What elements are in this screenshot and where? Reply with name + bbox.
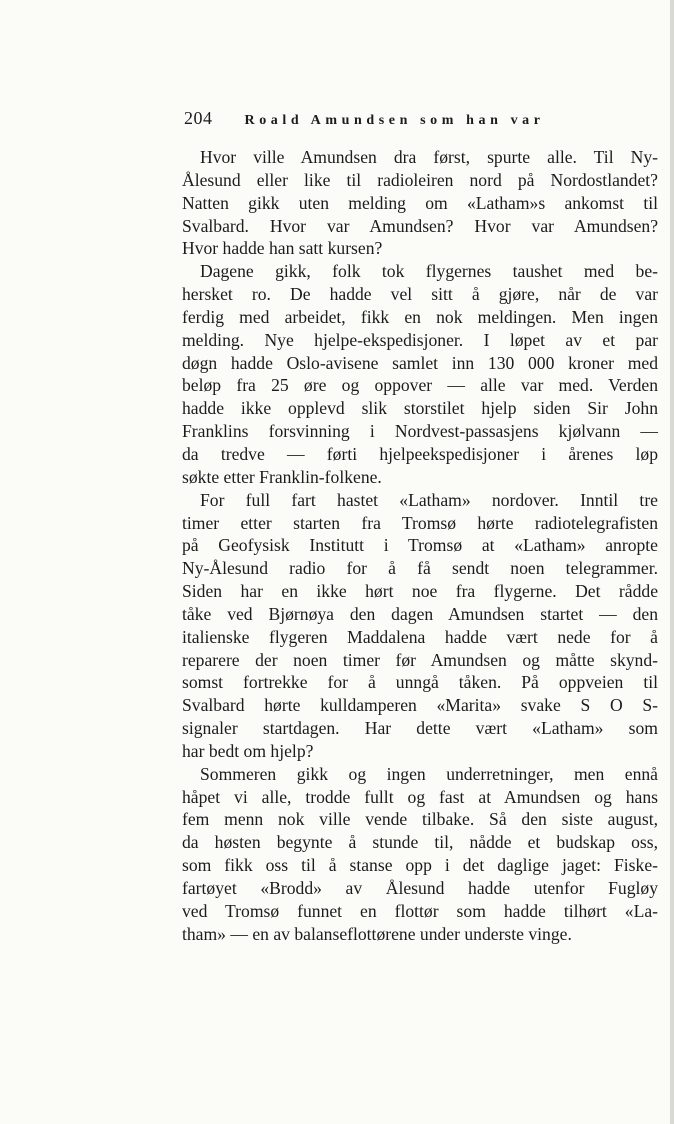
text-line: på Geofysisk Institutt i Tromsø at «Latham» anropte [182, 535, 658, 556]
text-line: Hvor hadde han satt kursen? [182, 238, 383, 259]
paragraph [182, 146, 658, 260]
text-line: fartøyet «Brodd» av Ålesund hadde utenfor Fugløy [182, 878, 658, 898]
running-header [184, 108, 604, 132]
text-line: har bedt om hjelp? [182, 740, 314, 761]
paragraph [182, 763, 658, 946]
body-text [182, 146, 658, 946]
text-line: For full fart hastet «Latham» nordover. Inntil tre [200, 489, 658, 510]
text-line: håpet vi alle, trodde fullt og fast at Amundsen og hans [182, 786, 658, 807]
text-line: søkte etter Franklin-folkene. [182, 466, 382, 487]
text-line: Svalbard hørte kulldamperen «Marita» svake S O S- [182, 695, 658, 716]
text-line: tham» — en av balanseflottørene under underste vinge. [182, 923, 572, 944]
text-line: hadde ikke opplevd slik storstilet hjelp siden Sir John [182, 398, 658, 419]
text-line: Sommeren gikk og ingen underretninger, men ennå [200, 763, 658, 784]
page-number: 204 [184, 108, 213, 128]
text-line: Hvor ville Amundsen dra først, spurte alle. Til Ny- [200, 147, 658, 167]
text-line: timer etter starten fra Tromsø hørte radiotelegrafisten [182, 512, 658, 533]
paragraph [182, 489, 658, 763]
text-line: døgn hadde Oslo-avisene samlet inn 130 000 kroner med [182, 352, 658, 373]
text-line: da høsten begynte å stunde til, nådde et budskap oss, [182, 832, 658, 853]
text-line: somst fortrekke for å unngå tåken. På oppveien til [182, 672, 658, 693]
text-line: da tredve — førti hjelpeekspedisjoner i årenes løp [182, 443, 658, 464]
text-line: Ålesund eller like til radioleiren nord på Nordostlandet? [182, 169, 658, 190]
text-line: Svalbard. Hvor var Amundsen? Hvor var Amundsen? [182, 215, 658, 236]
running-title: Roald Amundsen som han var [244, 113, 545, 128]
text-line: Natten gikk uten melding om «Latham»s ankomst til [182, 192, 658, 213]
text-line: signaler startdagen. Har dette vært «Latham» som [182, 718, 658, 739]
text-line: som fikk oss til å stanse opp i det daglige jaget: Fiske- [182, 855, 658, 876]
text-line: Franklins forsvinning i Nordvest-passasjens kjølvann — [182, 421, 658, 442]
text-line: ferdig med arbeidet, fikk en nok meldingen. Men ingen [182, 306, 658, 327]
text-line: reparere der noen timer før Amundsen og måtte skynd- [182, 649, 658, 670]
text-line: tåke ved Bjørnøya den dagen Amundsen startet — den [182, 603, 658, 624]
text-line: fem menn nok ville vende tilbake. Så den siste august, [182, 809, 658, 830]
text-line: melding. Nye hjelpe-ekspedisjoner. I løpet av et par [182, 329, 658, 350]
text-line: Siden har en ikke hørt noe fra flygerne. Det rådde [182, 581, 658, 602]
page-edge [670, 0, 674, 1124]
paragraph [182, 260, 658, 488]
text-line: Dagene gikk, folk tok flygernes taushet med be- [200, 261, 658, 282]
text-line: italienske flygeren Maddalena hadde vært nede for å [182, 626, 658, 647]
text-line: ved Tromsø funnet en flottør som hadde tilhørt «La- [182, 900, 658, 921]
text-line: hersket ro. De hadde vel sitt å gjøre, når de var [182, 284, 658, 305]
text-line: beløp fra 25 øre og oppover — alle var med. Verden [182, 375, 658, 396]
text-line: Ny-Ålesund radio for å få sendt noen telegrammer. [182, 558, 658, 579]
